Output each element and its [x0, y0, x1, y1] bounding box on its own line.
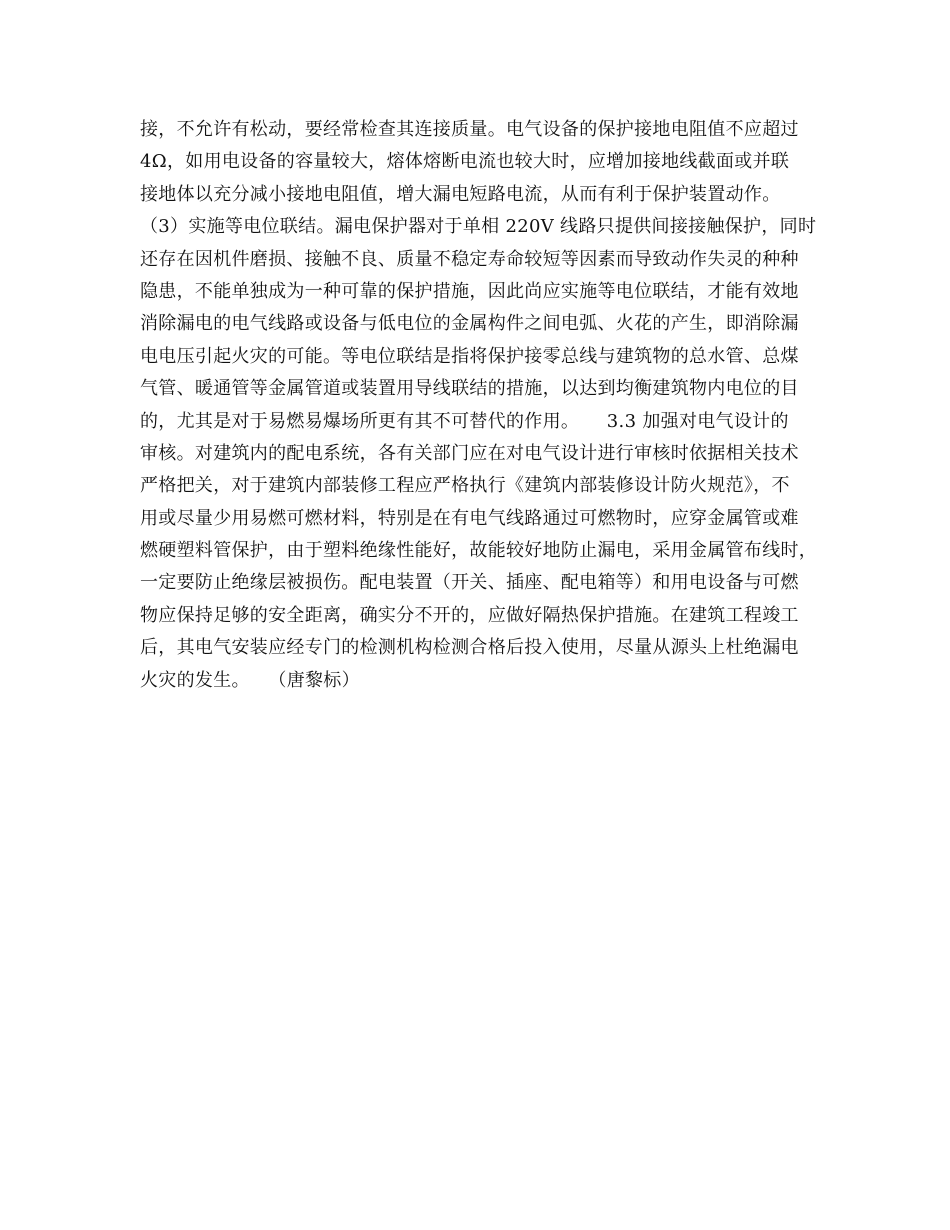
text-line: 隐患，不能单独成为一种可靠的保护措施，因此尚应实施等电位联结，才能有效地	[140, 280, 799, 302]
text-line: 气管、暖通管等金属管道或装置用导线联结的措施，以达到均衡建筑物内电位的目	[140, 378, 799, 400]
text-line: 燃硬塑料管保护，由于塑料绝缘性能好，故能较好地防止漏电，采用金属管布线时，	[140, 540, 818, 562]
text-line: 用或尽量少用易燃可燃材料，特别是在有电气线路通过可燃物时，应穿金属管或难	[140, 507, 799, 529]
text-line: 的，尤其是对于易燃易爆场所更有其不可替代的作用。 3.3 加强对电气设计的	[140, 410, 789, 432]
text-line: 后，其电气安装应经专门的检测机构检测合格后投入使用，尽量从源头上杜绝漏电	[140, 637, 799, 659]
text-line: 电电压引起火灾的可能。等电位联结是指将保护接零总线与建筑物的总水管、总煤	[140, 345, 799, 367]
body-text	[140, 114, 818, 697]
text-line: 火灾的发生。 （唐黎标）	[140, 669, 360, 691]
text-line: 4Ω，如用电设备的容量较大，熔体熔断电流也较大时，应增加接地线截面或并联	[140, 151, 790, 173]
text-line: 消除漏电的电气线路或设备与低电位的金属构件之间电弧、火花的产生，即消除漏	[140, 313, 799, 335]
text-line: 物应保持足够的安全距离，确实分不开的，应做好隔热保护措施。在建筑工程竣工	[140, 604, 799, 626]
text-line: 审核。对建筑内的配电系统，各有关部门应在对电气设计进行审核时依据相关技术	[140, 442, 799, 464]
text-line: （3）实施等电位联结。漏电保护器对于单相 220V 线路只提供间接接触保护，同时	[140, 216, 817, 238]
text-line: 一定要防止绝缘层被损伤。配电装置（开关、插座、配电箱等）和用电设备与可燃	[140, 572, 799, 594]
text-line: 接，不允许有松动，要经常检查其连接质量。电气设备的保护接地电阻值不应超过	[140, 119, 799, 140]
text-line: 还存在因机件磨损、接触不良、质量不稳定寿命较短等因素而导致动作失灵的种种	[140, 248, 799, 270]
text-line: 严格把关，对于建筑内部装修工程应严格执行《建筑内部装修设计防火规范》，不	[140, 475, 790, 497]
text-line: 接地体以充分减小接地电阻值，增大漏电短路电流，从而有利于保护装置动作。	[140, 183, 781, 205]
